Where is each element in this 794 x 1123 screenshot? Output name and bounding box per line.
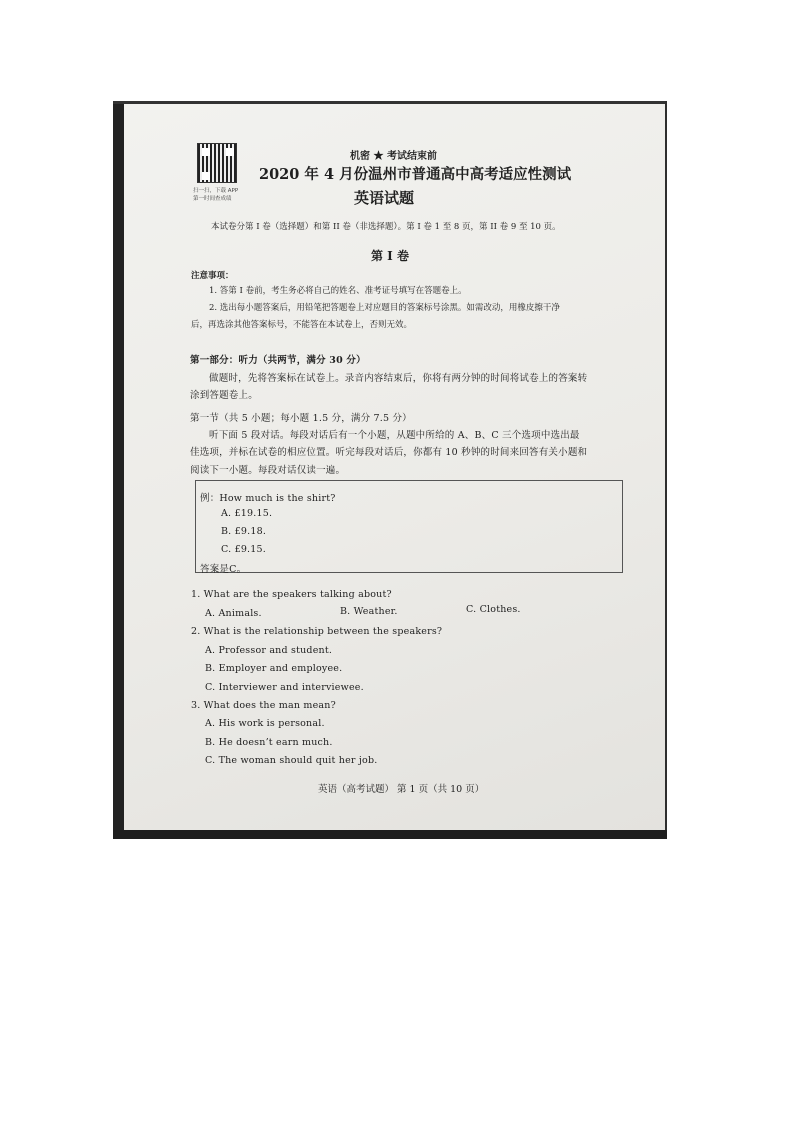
section1-heading: 第一节（共 5 小题；每小题 1.5 分，满分 7.5 分） — [190, 413, 412, 424]
question-1-option-c: C. Clothes. — [466, 604, 521, 615]
question-2-option-c: C. Interviewer and interviewee. — [205, 682, 364, 693]
volume-heading: 第 I 卷 — [371, 249, 409, 263]
qr-code-icon — [197, 143, 237, 183]
example-option-c: C. £9.15. — [221, 544, 266, 555]
photo-dark-edge-top — [113, 101, 667, 104]
photo-dark-edge-left — [113, 101, 124, 839]
qr-caption-results: 第一时间查成绩 — [193, 196, 232, 202]
question-3-option-a: A. His work is personal. — [205, 718, 325, 729]
qr-caption-download: 扫一扫，下载 APP — [193, 188, 239, 194]
question-2-option-a: A. Professor and student. — [205, 645, 333, 656]
note-line-3: 后，再选涂其他答案标号，不能答在本试卷上，否则无效。 — [191, 320, 413, 330]
question-2-option-b: B. Employer and employee. — [205, 663, 343, 674]
question-1: 1. What are the speakers talking about? — [191, 589, 392, 600]
subject-title: 英语试题 — [354, 189, 415, 207]
exam-title: 2020 年 4 月份温州市普通高中高考适应性测试 — [259, 166, 572, 183]
page-footer: 英语（高考试题） 第 1 页（共 10 页） — [318, 784, 485, 795]
photographed-exam-page — [113, 101, 667, 839]
part1-line-1: 做题时，先将答案标在试卷上。录音内容结束后，你将有两分钟的时间将试卷上的答案转 — [209, 373, 588, 384]
section1-line-2: 佳选项，并标在试卷的相应位置。听完每段对话后，你都有 10 秒钟的时间来回答有关小题和 — [190, 447, 588, 458]
part1-line-2: 涂到答题卷上。 — [190, 390, 258, 401]
photo-dark-edge-bottom — [113, 830, 667, 839]
photo-dark-edge-right — [665, 101, 667, 839]
question-2: 2. What is the relationship between the speakers? — [191, 626, 443, 637]
question-3-option-c: C. The woman should quit her job. — [205, 755, 378, 766]
paper-intro: 本试卷分第 I 卷（选择题）和第 II 卷（非选择题）。第 I 卷 1 至 8 页，第 II 卷 9 至 10 页。 — [211, 222, 561, 232]
note-line-2: 2. 选出每小题答案后，用铅笔把答题卷上对应题目的答案标号涂黑。如需改动，用橡皮擦干净 — [209, 303, 560, 313]
example-answer: 答案是C。 — [200, 564, 247, 575]
example-option-b: B. £9.18. — [221, 526, 267, 537]
section1-line-3: 阅读下一小题。每段对话仅读一遍。 — [190, 465, 346, 476]
confidential-label: 机密 ★ 考试结束前 — [350, 151, 437, 162]
question-1-option-a: A. Animals. — [205, 608, 262, 619]
section1-line-1: 听下面 5 段对话。每段对话后有一个小题，从题中所给的 A、B、C 三个选项中选出最 — [209, 430, 580, 441]
question-1-option-b: B. Weather. — [340, 606, 398, 617]
note-line-1: 1. 答第 I 卷前，考生务必将自己的姓名、准考证号填写在答题卷上。 — [209, 286, 467, 296]
question-3: 3. What does the man mean? — [191, 700, 336, 711]
notes-heading: 注意事项： — [191, 271, 234, 281]
question-3-option-b: B. He doesn’t earn much. — [205, 737, 333, 748]
example-option-a: A. £19.15. — [221, 508, 273, 519]
example-question: 例：How much is the shirt? — [200, 493, 336, 504]
part1-heading: 第一部分：听力（共两节，满分 30 分） — [190, 355, 366, 366]
